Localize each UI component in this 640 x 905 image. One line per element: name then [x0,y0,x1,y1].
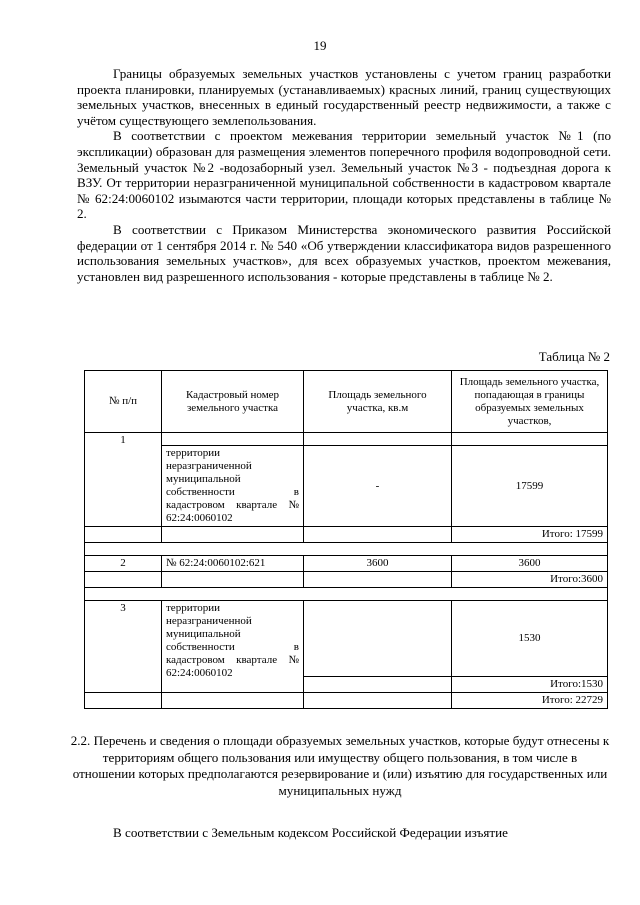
body-text [77,66,611,284]
within-area-cell: 3600 [452,556,608,572]
within-area-cell: 17599 [452,446,608,527]
header-cell: Площадь земельного участка, кв.м [304,371,452,433]
spacer-row [85,543,608,556]
cadastral-cell: № 62:24:0060102:621 [162,556,304,572]
area-cell: 3600 [304,556,452,572]
subtotal-cell: Итого:3600 [452,572,608,588]
page-number: 19 [313,38,327,53]
table-row [85,556,608,572]
header-cell: Площадь земельного участка, попадающая в границы образуемых земельных участков, [452,371,608,433]
cadastral-cell: территории неразграниченной муниципальной собственности в кадастровом квартале № 62:24:0060102 [162,446,304,527]
paragraph: В соответствии с Приказом Министерства экономического развития Российской федерации от 1 сентября 2014 г. № 540 «Об утверждении классификатора видов разрешенного использования земельных участков», для всех образуемых участков, проектом межевания, установлен вид разрешенного использования - которые представлены в таблице № 2. [77,221,611,284]
table-header-row [85,371,608,433]
spacer-row [85,588,608,601]
area-cell: - [304,446,452,527]
subtotal-cell: Итого:1530 [452,677,608,693]
table-caption: Таблица № 2 [538,349,610,364]
paragraph: В соответствии с Земельным кодексом Российской Федерации изъятие [113,825,508,840]
within-area-cell: 1530 [452,601,608,677]
row-number: 2 [85,556,162,572]
subtotal-row [85,572,608,588]
grand-total-cell: Итого: 22729 [452,693,608,709]
header-cell: Кадастровый номер земельного участка [162,371,304,433]
table-row [85,601,608,677]
paragraph: В соответствии с проектом межевания территории земельный участок №1 (по экспликации) образован для размещения элементов поперечного профиля водопроводной сети. Земельный участок №2 -водозаборный узел. Земельный участок №3 - подъездная дорога к ВЗУ. От территории неразграниченной муниципальной собственности в кадастровом квартале № 62:24:0060102 изымаются части территории, площади которых представлены в таблице № 2. [77,128,611,222]
land-plots-table [84,370,608,709]
header-cell: № п/п [85,371,162,433]
table-row [85,433,608,446]
row-number: 3 [85,601,162,693]
table-row [85,446,608,527]
row-number: 1 [85,433,162,527]
paragraph: Границы образуемых земельных участков установлены с учетом границ разработки проекта планировки, планируемых (устанавливаемых) красных линий, границ существующих земельных участков, внесенных в единый государственный реестр недвижимости, а также с учётом существующего землепользования. [77,66,611,128]
cadastral-cell: территории неразграниченной муниципальной собственности в кадастровом квартале № 62:24:0060102 [162,601,304,693]
section-heading: 2.2. Перечень и сведения о площади образуемых земельных участков, которые будут отнесены к территориям общего пользования или имуществу общего пользования, в том числе в отношении которых предполагаются резервирование и (или) изъятию для государственных или муниципальных нужд [70,733,610,798]
grand-total-row [85,693,608,709]
subtotal-cell: Итого: 17599 [452,527,608,543]
subtotal-row [85,527,608,543]
